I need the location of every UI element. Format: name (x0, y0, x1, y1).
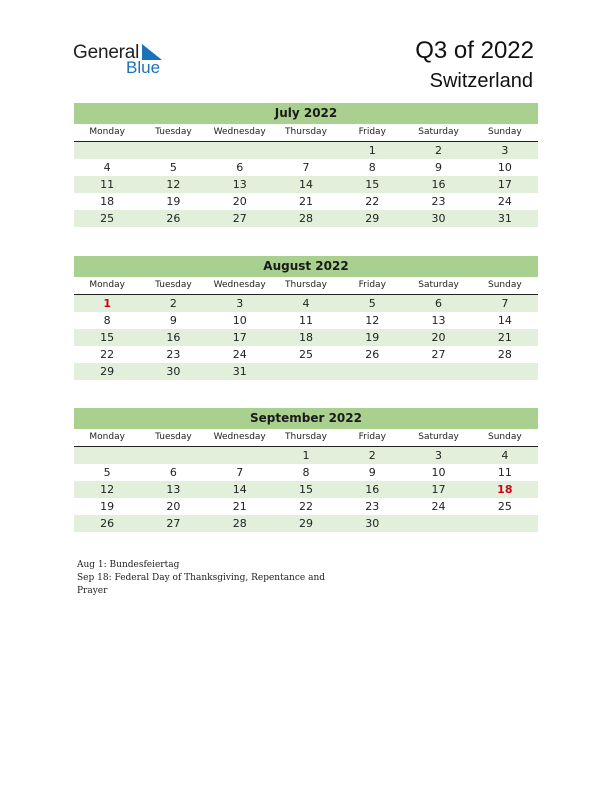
date-cell: 2 (169, 297, 177, 310)
date-cell: 1 (368, 144, 376, 157)
date-cell: 25 (497, 500, 512, 513)
week-row (74, 447, 538, 464)
date-cell: 5 (368, 297, 376, 310)
date-cell: 8 (103, 314, 111, 327)
weekday-label: Wednesday (213, 127, 266, 137)
month-title: August 2022 (74, 256, 538, 277)
weekday-label: Sunday (487, 127, 522, 137)
weekday-header-row (74, 124, 538, 142)
month-calendar (74, 256, 538, 380)
date-cell: 19 (365, 331, 380, 344)
date-cell: 12 (365, 314, 380, 327)
date-cell (207, 142, 273, 159)
weekday-label: Monday (89, 280, 125, 290)
date-cell: 31 (232, 365, 247, 378)
weekday-label: Friday (358, 432, 386, 442)
date-cell (273, 142, 339, 159)
date-cell: 10 (497, 161, 512, 174)
weekday-label: Monday (89, 432, 125, 442)
page-title: Q3 of 2022 (415, 37, 534, 64)
date-cell: 21 (298, 195, 313, 208)
date-cell: 17 (431, 483, 446, 496)
date-cell: 11 (100, 178, 115, 191)
date-cell (140, 142, 206, 159)
weekday-label: Thursday (285, 127, 327, 137)
date-cell (74, 142, 140, 159)
date-cell: 27 (166, 517, 181, 530)
date-cell (405, 515, 471, 532)
date-cell: 8 (302, 466, 310, 479)
date-cell: 30 (431, 212, 446, 225)
weekday-label: Tuesday (155, 280, 192, 290)
date-cell: 12 (166, 178, 181, 191)
logo-general-text: General (73, 42, 140, 63)
weekday-header-row (74, 429, 538, 447)
weekday-label: Monday (89, 127, 125, 137)
date-cell: 10 (431, 466, 446, 479)
date-cell: 26 (365, 348, 380, 361)
month-title: July 2022 (74, 103, 538, 124)
date-cell: 21 (232, 500, 247, 513)
date-cell: 15 (298, 483, 313, 496)
date-cell: 15 (365, 178, 380, 191)
date-cell: 9 (169, 314, 177, 327)
logo-blue-text: Blue (126, 58, 161, 77)
date-cell: 8 (368, 161, 376, 174)
date-cell: 30 (365, 517, 380, 530)
country-name: Switzerland (429, 70, 533, 92)
date-cell (273, 363, 339, 380)
weekday-label: Tuesday (155, 127, 192, 137)
date-cell: 3 (236, 297, 244, 310)
date-cell: 7 (236, 466, 244, 479)
date-cell: 17 (232, 331, 247, 344)
date-cell: 28 (232, 517, 247, 530)
week-row (74, 329, 538, 346)
date-cell: 14 (497, 314, 512, 327)
date-cell: 26 (100, 517, 115, 530)
date-cell: 24 (232, 348, 247, 361)
date-cell: 30 (166, 365, 181, 378)
date-cell: 13 (166, 483, 181, 496)
week-row (74, 363, 538, 380)
date-cell: 23 (431, 195, 446, 208)
month-calendar (74, 103, 538, 227)
date-cell: 24 (431, 500, 446, 513)
week-row (74, 295, 538, 312)
date-cell (472, 515, 538, 532)
date-cell: 19 (100, 500, 115, 513)
month-title: September 2022 (74, 408, 538, 429)
date-cell: 17 (497, 178, 512, 191)
week-row (74, 210, 538, 227)
date-cell (339, 363, 405, 380)
weekday-label: Wednesday (213, 432, 266, 442)
date-cell (74, 447, 140, 464)
date-cell: 5 (103, 466, 111, 479)
date-cell: 27 (232, 212, 247, 225)
date-cell: 9 (435, 161, 443, 174)
weekday-label: Friday (358, 280, 386, 290)
date-cell: 28 (298, 212, 313, 225)
date-cell: 18 (100, 195, 115, 208)
weekday-label: Thursday (285, 280, 327, 290)
date-cell: 11 (298, 314, 313, 327)
date-cell: 23 (166, 348, 181, 361)
week-row (74, 142, 538, 159)
week-row (74, 481, 538, 498)
date-cell: 20 (431, 331, 446, 344)
date-cell: 6 (236, 161, 244, 174)
date-cell: 13 (431, 314, 446, 327)
date-cell: 14 (298, 178, 313, 191)
date-cell: 15 (100, 331, 115, 344)
weekday-label: Saturday (418, 280, 459, 290)
date-cell: 6 (435, 297, 443, 310)
weekday-label: Thursday (285, 432, 327, 442)
weekday-label: Saturday (418, 127, 459, 137)
date-cell: 23 (365, 500, 380, 513)
holiday-date-cell: 18 (497, 483, 513, 496)
date-cell: 25 (100, 212, 115, 225)
week-row (74, 159, 538, 176)
week-row (74, 312, 538, 329)
date-cell: 11 (497, 466, 512, 479)
weekday-label: Wednesday (213, 280, 266, 290)
date-cell: 14 (232, 483, 247, 496)
week-row (74, 193, 538, 210)
week-row (74, 464, 538, 481)
weekday-label: Tuesday (155, 432, 192, 442)
date-cell: 25 (298, 348, 313, 361)
date-cell: 13 (232, 178, 247, 191)
holiday-date-cell: 1 (103, 297, 111, 310)
weekday-label: Sunday (487, 280, 522, 290)
week-row (74, 176, 538, 193)
date-cell: 4 (103, 161, 111, 174)
date-cell: 3 (435, 449, 443, 462)
date-cell: 22 (298, 500, 313, 513)
date-cell: 1 (302, 449, 310, 462)
date-cell: 22 (365, 195, 380, 208)
holiday-note: Aug 1: Bundesfeiertag (77, 560, 180, 570)
date-cell: 29 (100, 365, 115, 378)
date-cell: 24 (497, 195, 512, 208)
weekday-label: Friday (358, 127, 386, 137)
generalblue-logo (73, 42, 173, 78)
date-cell: 29 (365, 212, 380, 225)
date-cell: 29 (298, 517, 313, 530)
date-cell: 22 (100, 348, 115, 361)
date-cell (405, 363, 471, 380)
date-cell: 16 (431, 178, 446, 191)
date-cell: 2 (368, 449, 376, 462)
holiday-notes (77, 559, 347, 598)
date-cell: 16 (166, 331, 181, 344)
date-cell: 20 (232, 195, 247, 208)
date-cell: 4 (302, 297, 310, 310)
date-cell: 4 (501, 449, 509, 462)
date-cell: 21 (497, 331, 512, 344)
date-cell (140, 447, 206, 464)
date-cell (472, 363, 538, 380)
weekday-header-row (74, 277, 538, 295)
week-row (74, 498, 538, 515)
date-cell: 28 (497, 348, 512, 361)
date-cell: 9 (368, 466, 376, 479)
date-cell: 19 (166, 195, 181, 208)
date-cell (207, 447, 273, 464)
month-calendar (74, 408, 538, 532)
date-cell: 7 (501, 297, 509, 310)
holiday-note: Sep 18: Federal Day of Thanksgiving, Repentance and Prayer (77, 573, 326, 596)
date-cell: 27 (431, 348, 446, 361)
date-cell: 5 (169, 161, 177, 174)
date-cell: 20 (166, 500, 181, 513)
date-cell: 26 (166, 212, 181, 225)
date-cell: 2 (435, 144, 443, 157)
date-cell: 10 (232, 314, 247, 327)
date-cell: 18 (298, 331, 313, 344)
date-cell: 7 (302, 161, 310, 174)
date-cell: 3 (501, 144, 509, 157)
date-cell: 16 (365, 483, 380, 496)
week-row (74, 346, 538, 363)
weekday-label: Saturday (418, 432, 459, 442)
week-row (74, 515, 538, 532)
date-cell: 6 (169, 466, 177, 479)
date-cell: 12 (100, 483, 115, 496)
date-cell: 31 (497, 212, 512, 225)
weekday-label: Sunday (487, 432, 522, 442)
